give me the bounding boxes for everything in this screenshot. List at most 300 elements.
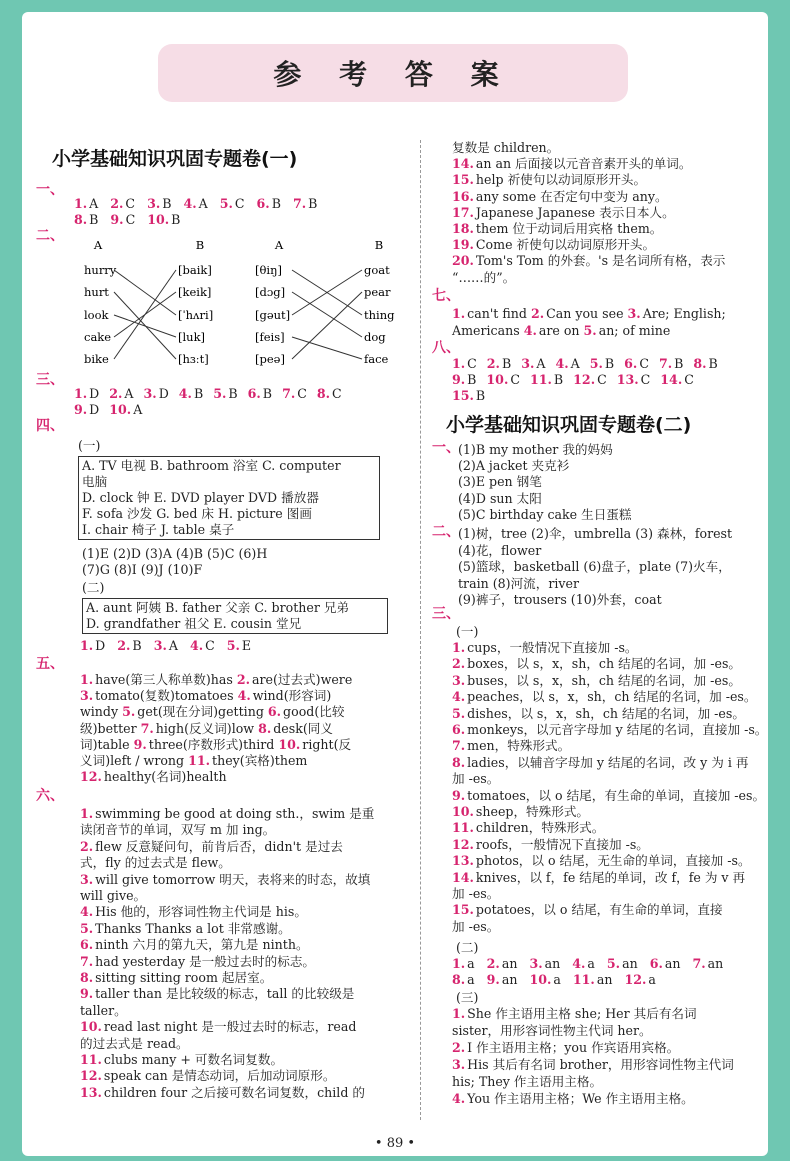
question-heading: 五、: [36, 656, 64, 672]
answer-value: B: [553, 372, 564, 387]
answer-number: 1.: [74, 386, 88, 401]
answer-text: dishes，以 s，x，sh，ch 结尾的名词，加 -es。: [467, 705, 745, 721]
answer-row: [74, 196, 329, 212]
answer-line: [452, 205, 675, 221]
match-phonetic: [dɔg]: [255, 285, 286, 299]
vocab-line: F. sofa 沙发 G. bed 床 H. picture 图画: [82, 506, 312, 521]
question-heading: 八、: [432, 340, 460, 356]
answer-number: 5.: [589, 356, 603, 371]
answer-value: C: [684, 372, 694, 387]
question-heading: 二、: [36, 228, 64, 244]
answer-line: (1)树，tree (2)伞，umbrella (3) 森林，forest: [458, 526, 733, 541]
subsection-label: (二): [82, 580, 105, 595]
match-phonetic: [ˈhʌri]: [178, 308, 214, 322]
answer-value: a: [587, 956, 595, 971]
match-phonetic: [hɜːt]: [178, 352, 209, 366]
answer-number: 6.: [256, 196, 270, 211]
answer-number: 2.: [486, 356, 500, 371]
answer-number: 2.: [236, 672, 250, 687]
answer-number: 7.: [292, 196, 307, 211]
answer-text: photos，以 o 结尾，无生命的单词，直接加 -s。: [475, 853, 751, 869]
answer-number: 8.: [80, 970, 94, 985]
answer-line: [452, 189, 668, 205]
match-word: goat: [364, 263, 390, 277]
answer-text: Can you see: [546, 306, 628, 321]
answer-line: [80, 1085, 365, 1101]
match-word: look: [84, 308, 109, 322]
answer-number: 4.: [183, 196, 197, 211]
answer-number: 2.: [109, 386, 123, 401]
answer-value: B: [171, 212, 181, 227]
answer-text: buses，以 s，x，sh，ch 结尾的名词，加 -es。: [467, 672, 741, 688]
answer-row: [80, 638, 263, 654]
answer-line: [80, 888, 146, 904]
answer-number: 1.: [452, 356, 466, 371]
answer-value: C: [467, 356, 477, 371]
answer-line: [80, 672, 352, 688]
question-heading: 三、: [36, 372, 64, 388]
answer-line: [452, 640, 638, 656]
answer-line: [452, 253, 725, 269]
answer-number: 10.: [486, 372, 509, 387]
answer-number: 12.: [80, 769, 102, 785]
answer-row: [452, 972, 668, 988]
answer-line: [452, 172, 646, 188]
answer-number: 9.: [486, 972, 500, 987]
subsection-label: (二): [456, 940, 479, 955]
answer-text: men，特殊形式。: [467, 738, 571, 754]
answer-line: [80, 688, 331, 704]
match-line: [114, 315, 176, 337]
answer-number: 8.: [258, 720, 272, 736]
answer-text: have(第三人称单数)has: [95, 672, 237, 687]
answer-value: C: [205, 638, 215, 653]
answer-number: 9.: [74, 402, 88, 417]
answer-text: tomato(复数)tomatoes: [95, 688, 238, 704]
answer-value: an: [544, 956, 561, 971]
answer-value: C: [332, 386, 342, 401]
answer-line: (2)A jacket 夹克衫: [458, 458, 570, 474]
answer-number: 3.: [80, 871, 94, 887]
answer-text: high(反义词)low: [155, 720, 259, 736]
answer-number: 14.: [660, 372, 683, 387]
answer-line: [80, 872, 370, 888]
answer-number: 4.: [80, 904, 94, 920]
answer-number: 2.: [117, 638, 131, 653]
answer-value: a: [467, 972, 475, 987]
answer-text: swimming be good at doing sth.，swim 是重: [95, 806, 375, 821]
answer-text: She 作主语用主格 she; Her 其后有名词: [467, 1006, 697, 1021]
answer-number: 11.: [572, 972, 595, 987]
question-heading: 一、: [432, 440, 460, 456]
answer-line: [452, 853, 751, 869]
answer-text: three(序数形式)third: [148, 736, 279, 752]
answer-number: 19.: [452, 237, 474, 253]
answer-number: 3.: [452, 1057, 466, 1072]
answer-line: [80, 822, 275, 838]
vocab-line: A. TV 电视 B. bathroom 浴室 C. computer: [82, 458, 341, 473]
answer-text: are on: [538, 323, 584, 338]
answer-number: 11.: [80, 1052, 102, 1067]
answer-number: 4.: [572, 956, 586, 971]
answer-number: 10.: [529, 972, 552, 987]
answer-number: 4.: [555, 356, 569, 371]
answer-line: [452, 689, 756, 705]
answer-text: children，特殊形式。: [475, 820, 605, 836]
answer-line: [80, 921, 291, 937]
answer-text: I 作主语用主格；you 作宾语用宾格。: [467, 1040, 680, 1055]
answer-number: 20.: [452, 253, 474, 269]
answer-text: roofs，一般情况下直接加 -s。: [475, 836, 649, 852]
answer-number: 3.: [153, 638, 167, 653]
question-heading: 四、: [36, 418, 64, 434]
answer-value: an: [501, 956, 518, 971]
answer-number: 10.: [278, 736, 301, 752]
answer-number: 9.: [133, 736, 147, 752]
answer-text: Come 祈使句以动词原形开头。: [475, 237, 656, 253]
match-phonetic: [luk]: [178, 330, 206, 344]
answer-number: 2.: [486, 956, 500, 971]
answer-number: 6.: [80, 937, 94, 953]
answer-line: [452, 237, 655, 253]
answer-row: [74, 212, 192, 228]
answer-text: 加 -es。: [452, 771, 500, 787]
answer-number: 3.: [143, 386, 157, 401]
answer-value: C: [125, 196, 136, 211]
answer-number: 13.: [452, 853, 474, 869]
answer-line: [452, 755, 748, 771]
answer-text: Americans: [452, 323, 524, 338]
question-heading: 七、: [432, 288, 460, 304]
match-word: pear: [364, 285, 391, 299]
answer-value: C: [597, 372, 607, 387]
answer-number: 11.: [188, 753, 211, 768]
answer-text: right(反: [302, 736, 352, 752]
answer-value: B: [271, 196, 281, 211]
answer-line: [452, 656, 741, 672]
title-banner: [158, 44, 628, 102]
answer-text: His 其后有名词 brother，用形容词性物主代词: [467, 1057, 734, 1072]
section-title: 小学基础知识巩固专题卷(一): [52, 148, 298, 170]
answer-text: any some 在否定句中变为 any。: [475, 188, 668, 204]
matching-diagram: [50, 232, 410, 367]
answer-line: [80, 904, 307, 920]
answer-line: [80, 937, 309, 953]
answer-line: [80, 986, 354, 1002]
answer-line: [452, 820, 604, 836]
answer-line: [452, 886, 499, 902]
answer-value: B: [89, 212, 99, 227]
vocab-line: D. grandfather 祖父 E. cousin 堂兄: [86, 616, 302, 631]
answer-value: B: [308, 196, 318, 211]
answer-line: [80, 839, 343, 855]
answer-number: 5.: [80, 920, 94, 936]
answer-number: 11.: [452, 820, 474, 836]
question-heading: 三、: [432, 606, 460, 622]
answer-text: sheep，特殊形式。: [475, 804, 590, 819]
answer-number: 7.: [80, 953, 94, 969]
match-line: [292, 292, 362, 359]
answer-number: 1.: [452, 640, 466, 655]
answer-value: A: [198, 196, 208, 211]
answer-line: [452, 837, 649, 853]
answer-text: 读闭音节的单词，双写 m 加 ing。: [80, 822, 276, 838]
answer-line: [80, 1019, 356, 1035]
answer-number: 8.: [316, 386, 331, 401]
answer-text: his; They 作主语用主格。: [452, 1074, 603, 1089]
answer-text: help 祈使句以动词原形开头。: [475, 172, 647, 188]
answer-value: B: [193, 386, 204, 401]
answer-line: [452, 902, 723, 918]
answer-line: [80, 806, 374, 822]
column-header: B: [195, 238, 205, 252]
answer-value: B: [228, 386, 238, 401]
answer-line: [452, 323, 670, 339]
answer-value: B: [674, 356, 684, 371]
vocab-line: 电脑: [82, 474, 108, 489]
answer-number: 12.: [80, 1068, 102, 1084]
answer-number: 17.: [452, 204, 474, 220]
answer-number: 10.: [109, 402, 132, 417]
answer-number: 1.: [74, 196, 88, 211]
answer-value: an: [707, 956, 724, 971]
match-phonetic: [θiŋ]: [255, 263, 282, 277]
answer-line: (5)篮球，basketball (6)盘子，plate (7)火车，: [458, 559, 731, 575]
answer-text: healthy(名词)health: [103, 769, 227, 785]
answer-text: 加 -es。: [452, 886, 500, 901]
answer-value: A: [89, 196, 99, 211]
answer-text: 复数是 children。: [452, 140, 560, 155]
answer-row: [74, 402, 152, 418]
subsection-label: (三): [456, 990, 479, 1005]
answer-number: 7.: [692, 956, 706, 971]
answer-text: Are; English;: [642, 306, 726, 321]
answer-number: 9.: [110, 212, 124, 227]
match-word: cake: [84, 330, 112, 344]
answer-line: [452, 270, 515, 286]
answer-number: 5.: [606, 956, 621, 971]
answer-value: a: [467, 956, 475, 971]
answer-number: 7.: [658, 356, 673, 371]
answer-number: 6.: [649, 956, 663, 971]
question-heading: 一、: [36, 182, 64, 198]
answer-value: an: [501, 972, 518, 987]
answer-number: 15.: [452, 172, 474, 188]
answer-line: [452, 870, 745, 886]
answer-line: [80, 721, 333, 737]
answer-number: 15.: [452, 902, 474, 918]
answer-line: [452, 706, 745, 722]
match-word: bike: [84, 352, 109, 366]
vocab-line: A. aunt 阿姨 B. father 父亲 C. brother 兄弟: [86, 600, 350, 615]
answer-number: 4.: [523, 323, 537, 338]
answer-line: [452, 738, 570, 754]
answer-value: a: [553, 972, 561, 987]
answer-line: [452, 919, 499, 935]
answer-line: [452, 1040, 679, 1056]
answer-value: C: [234, 196, 245, 211]
answer-text: wind(形容词): [252, 688, 332, 704]
page-number: • 89 •: [374, 1136, 416, 1151]
answer-number: 4.: [178, 386, 192, 401]
answer-line: (4)D sun 太阳: [458, 490, 542, 506]
answer-text: will give。: [80, 888, 147, 903]
answer-number: 12.: [452, 836, 474, 852]
answer-number: 5.: [452, 705, 466, 721]
answer-line: [452, 221, 662, 237]
match-phonetic: [baik]: [178, 263, 212, 277]
answer-number: 5.: [583, 323, 597, 338]
answer-number: 3.: [147, 196, 161, 211]
answer-number: 3.: [529, 956, 543, 971]
answer-value: A: [168, 638, 178, 653]
answer-value: B: [262, 386, 273, 401]
answer-text: Tom's Tom 的外套。's 是名词所有格，表示: [475, 253, 726, 269]
match-line: [114, 270, 176, 315]
match-phonetic: [feis]: [255, 330, 285, 344]
answer-number: 5.: [219, 196, 233, 211]
answer-number: 4.: [189, 638, 204, 653]
answer-line: (9)裤子，trousers (10)外套，coat: [458, 592, 662, 608]
answer-line: [452, 1091, 694, 1107]
vocab-line: D. clock 钟 E. DVD player DVD 播放器: [82, 490, 319, 505]
answer-line: (1)B my mother 我的妈妈: [458, 442, 613, 457]
question-heading: 六、: [36, 788, 64, 804]
match-word: thing: [364, 308, 395, 322]
answer-text: good(比较: [283, 704, 345, 720]
answer-text: ninth 六月的第九天，第九是 ninth。: [95, 937, 309, 953]
answer-number: 1.: [80, 672, 94, 687]
answer-line: (5)C birthday cake 生日蛋糕: [458, 506, 632, 522]
answer-number: 10.: [452, 804, 474, 819]
answer-line: [80, 1036, 189, 1052]
answer-text: will give tomorrow 明天，表将来的时态，故填: [95, 871, 371, 887]
answer-number: 5.: [213, 386, 227, 401]
answer-line: [80, 769, 227, 785]
answer-text: monkeys，以元音字母加 y 结尾的名词，直接加 -s。: [467, 722, 768, 737]
answer-number: 8.: [452, 754, 466, 770]
answer-text: cups，一般情况下直接加 -s。: [467, 640, 638, 655]
answer-line: [80, 737, 351, 753]
answer-value: an: [622, 956, 638, 971]
column-header: A: [93, 238, 103, 252]
answer-value: D: [89, 386, 100, 401]
answer-text: 级)better: [80, 720, 141, 736]
answer-text: Japanese Japanese 表示日本人。: [475, 204, 675, 220]
answer-line: [80, 704, 344, 720]
answer-text: read last night 是一般过去时的标志，read: [103, 1019, 357, 1035]
answer-text: sitting sitting room 起居室。: [95, 970, 273, 985]
answer-line: [80, 970, 272, 986]
answer-number: 5.: [122, 704, 136, 720]
answer-value: C: [510, 372, 520, 387]
answer-text: Thanks Thanks a lot 非常感谢。: [95, 920, 291, 936]
subsection-label: (一): [78, 438, 101, 453]
answer-text: get(现在分词)getting: [137, 704, 268, 720]
answer-number: 2.: [80, 838, 94, 854]
answer-value: B: [132, 638, 142, 653]
answer-number: 4.: [237, 688, 251, 704]
answer-text: You 作主语用主格；We 作主语用主格。: [467, 1091, 694, 1106]
answer-line: [452, 156, 691, 172]
answer-value: B: [604, 356, 615, 371]
column-header: A: [274, 238, 284, 252]
answer-number: 14.: [452, 156, 474, 172]
match-word: hurt: [84, 285, 109, 299]
answer-number: 2.: [452, 1040, 466, 1055]
question-heading: 二、: [432, 524, 460, 540]
answer-text: are(过去式)were: [251, 672, 353, 687]
answer-line: [452, 722, 767, 738]
answer-number: 1.: [452, 1006, 466, 1021]
match-line: [292, 337, 362, 359]
answer-line: [452, 804, 589, 820]
answer-text: speak can 是情态动词，后加动词原形。: [103, 1068, 336, 1084]
match-word: dog: [364, 330, 386, 344]
answer-text: tomatoes，以 o 结尾，有生命的单词，直接加 -es。: [467, 787, 766, 803]
page-title: 参 考 答 案: [273, 58, 513, 91]
answer-line: [452, 1023, 652, 1039]
match-line: [114, 270, 176, 359]
answer-row: [452, 356, 728, 372]
answer-number: 8.: [74, 212, 88, 227]
answer-value: a: [648, 972, 656, 987]
match-word: face: [364, 352, 389, 366]
match-phonetic: [keik]: [178, 285, 212, 299]
answer-text: them 位于动词后用宾格 them。: [475, 221, 663, 236]
answer-line: (4)花，flower: [458, 542, 542, 558]
answer-number: 14.: [452, 869, 474, 885]
answer-line: train (8)河流，river: [458, 575, 579, 591]
answer-value: B: [475, 388, 486, 403]
answer-number: 6.: [452, 722, 466, 737]
answer-value: D: [95, 638, 106, 653]
answer-text: 词)table: [80, 736, 134, 752]
column-divider: [420, 140, 421, 1120]
answer-value: E: [241, 638, 252, 653]
answer-line: [452, 788, 765, 804]
answer-line: (1)E (2)D (3)A (4)B (5)C (6)H: [82, 546, 268, 561]
answer-text: potatoes，以 o 结尾，有生命的单词，直接: [475, 902, 723, 918]
answer-text: taller than 是比较级的标志，tall 的比较级是: [95, 986, 355, 1002]
answer-text: sister，用形容词性物主代词 her。: [452, 1023, 652, 1038]
answer-text: 式，fly 的过去式是 flew。: [80, 855, 231, 871]
section-title: 小学基础知识巩固专题卷(二): [446, 414, 692, 436]
answer-number: 3.: [521, 356, 535, 371]
answer-line: [80, 1052, 283, 1068]
answer-text: desk(同义: [273, 720, 333, 736]
answer-text: windy: [80, 704, 123, 720]
answer-number: 6.: [267, 704, 282, 720]
answer-value: C: [639, 356, 649, 371]
answer-number: 3.: [452, 672, 466, 688]
column-header: B: [374, 238, 384, 252]
answer-row: [452, 372, 704, 388]
answer-number: 9.: [452, 372, 466, 387]
answer-number: 1.: [80, 806, 94, 821]
answer-value: an: [596, 972, 613, 987]
answer-line: [80, 1003, 127, 1019]
answer-text: 加 -es。: [452, 918, 500, 934]
answer-text: 义词)left / wrong: [80, 753, 189, 768]
answer-value: B: [708, 356, 718, 371]
answer-number: 13.: [80, 1084, 102, 1100]
answer-number: 8.: [693, 356, 707, 371]
answer-number: 11.: [529, 372, 552, 387]
answer-number: 6.: [247, 386, 261, 401]
answer-text: ladies，以辅音字母加 y 结尾的名词，改 y 为 i 再: [467, 754, 749, 770]
answer-text: can't find: [467, 306, 531, 321]
